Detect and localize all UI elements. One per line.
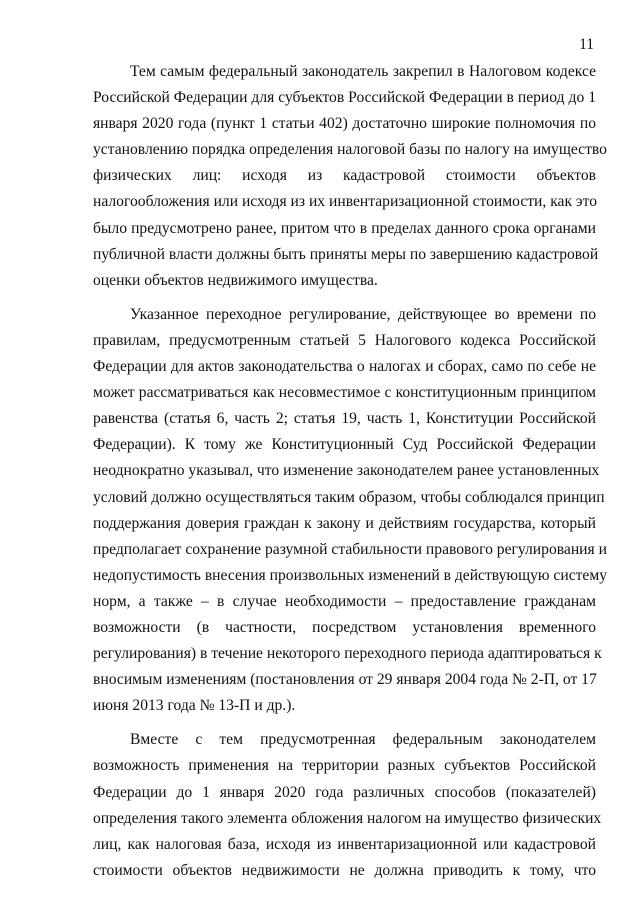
text-line: оценки объектов недвижимого имущества. bbox=[93, 271, 378, 289]
text-line: равенства (статья 6, часть 2; статья 19, часть 1, Конституции Российской bbox=[93, 410, 596, 428]
text-line: Указанное переходное регулирование, действующее во времени по bbox=[130, 305, 596, 323]
text-line: регулирования) в течение некоторого переходного периода адаптироваться к bbox=[93, 645, 602, 663]
text-line: Тем самым федеральный законодатель закрепил в Налоговом кодексе bbox=[130, 63, 596, 80]
text-line: предполагает сохранение разумной стабильности правового регулирования и bbox=[93, 540, 607, 558]
text-line: января 2020 года (пункт 1 статьи 402) достаточно широкие полномочия по bbox=[93, 115, 596, 133]
text-line: возможности (в частности, посредством установления временного bbox=[93, 618, 596, 636]
paragraph-3 bbox=[93, 727, 602, 884]
text-line: налогообложения или исходя из их инвентаризационной стоимости, как это bbox=[93, 193, 598, 211]
page-number: 11 bbox=[579, 36, 594, 53]
text-line: может рассматриваться как несовместимое с конституционным принципом bbox=[93, 384, 596, 402]
text-line: Федерации для актов законодательства о налогах и сборах, само по себе не bbox=[93, 358, 596, 376]
text-line: правилам, предусмотренным статьей 5 Налогового кодекса Российской bbox=[93, 331, 596, 349]
document-body bbox=[93, 59, 608, 884]
text-line: стоимости объектов недвижимости не должна приводить к тому, что bbox=[93, 861, 596, 879]
text-line: Федерации до 1 января 2020 года различных способов (показателей) bbox=[93, 783, 596, 801]
text-line: июня 2013 года № 13-П и др.). bbox=[93, 697, 296, 715]
text-line: норм, а также – в случае необходимости – предоставление гражданам bbox=[93, 592, 596, 610]
text-line: неоднократно указывал, что изменение законодателем ранее установленных bbox=[93, 462, 600, 480]
text-line: Федерации). К тому же Конституционный Суд Российской Федерации bbox=[93, 436, 596, 454]
text-line: возможность применения на территории разных субъектов Российской bbox=[93, 757, 596, 775]
text-line: Российской Федерации для субъектов Российской Федерации в период до 1 bbox=[93, 89, 596, 107]
text-line: публичной власти должны быть приняты меры по завершению кадастровой bbox=[93, 245, 599, 263]
text-line: условий должно осуществляться таким образом, чтобы соблюдался принцип bbox=[93, 488, 605, 506]
paragraph-gap bbox=[93, 719, 596, 727]
paragraph-2 bbox=[93, 302, 608, 720]
text-line: вносимым изменениям (постановления от 29 января 2004 года № 2-П, от 17 bbox=[93, 671, 597, 689]
text-line: Вместе с тем предусмотренная федеральным законодателем bbox=[130, 731, 596, 749]
text-line: установлению порядка определения налоговой базы по налогу на имущество bbox=[93, 141, 607, 159]
paragraph-1 bbox=[93, 59, 607, 294]
text-line: недопустимость внесения произвольных изменений в действующую систему bbox=[93, 566, 608, 584]
text-line: поддержания доверия граждан к закону и действиям государства, который bbox=[93, 514, 596, 532]
text-line: определения такого элемента обложения налогом на имущество физических bbox=[93, 809, 602, 827]
paragraph-gap bbox=[93, 294, 596, 302]
text-line: физических лиц: исходя из кадастровой стоимости объектов bbox=[93, 167, 596, 185]
text-line: было предусмотрено ранее, притом что в пределах данного срока органами bbox=[93, 219, 596, 237]
text-line: лиц, как налоговая база, исходя из инвентаризационной или кадастровой bbox=[93, 835, 596, 853]
